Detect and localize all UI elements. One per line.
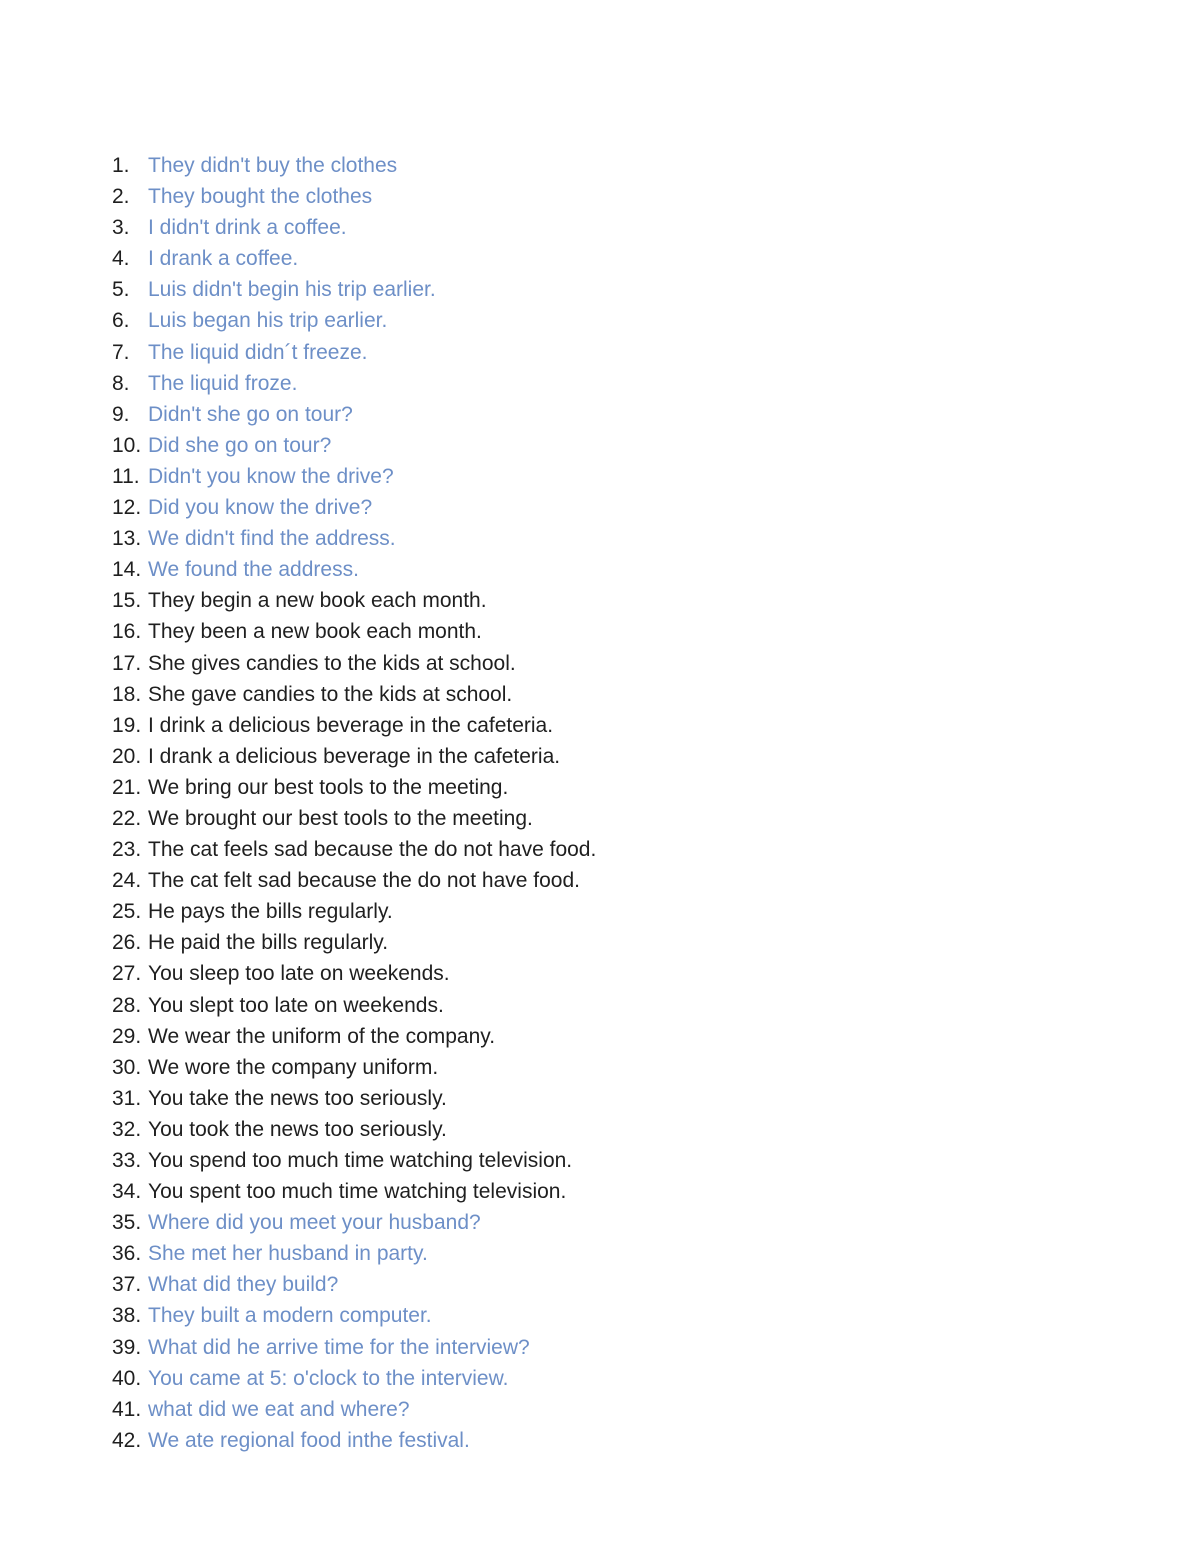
list-item: [112, 927, 596, 958]
item-number: 27.: [112, 962, 142, 986]
list-item: [112, 990, 596, 1021]
list-item: [112, 1114, 596, 1145]
item-sentence: They been a new book each month.: [148, 620, 482, 644]
item-sentence: We wear the uniform of the company.: [148, 1024, 496, 1048]
item-sentence: You came at 5: o'clock to the interview.: [148, 1366, 509, 1390]
item-sentence: You took the news too seriously.: [148, 1117, 447, 1141]
list-item: [112, 181, 596, 212]
list-item: [112, 492, 596, 523]
item-sentence: You spend too much time watching television.: [148, 1149, 573, 1172]
item-number: 5.: [112, 278, 130, 302]
item-number: 3.: [112, 216, 130, 240]
list-item: [112, 1083, 596, 1114]
list-item: [112, 1425, 596, 1456]
item-sentence: We brought our best tools to the meeting.: [148, 806, 533, 830]
item-sentence: She met her husband in party.: [148, 1242, 428, 1266]
item-number: 34.: [112, 1180, 142, 1204]
item-sentence: Where did you meet your husband?: [148, 1211, 481, 1235]
list-item: [112, 834, 596, 865]
list-item: [112, 1394, 596, 1425]
item-number: 9.: [112, 402, 130, 426]
item-sentence: You take the news too seriously.: [148, 1086, 447, 1110]
item-number: 23.: [112, 838, 142, 862]
item-sentence: They bought the clothes: [148, 185, 373, 209]
item-number: 19.: [112, 713, 142, 737]
item-number: 40.: [112, 1366, 142, 1390]
item-number: 38.: [112, 1304, 142, 1328]
item-sentence: We bring our best tools to the meeting.: [148, 775, 509, 799]
item-number: 26.: [112, 931, 142, 955]
list-item: [112, 1021, 596, 1052]
item-number: 31.: [112, 1086, 142, 1110]
list-item: [112, 305, 596, 336]
item-number: 8.: [112, 371, 130, 395]
list-item: [112, 585, 596, 616]
sentence-list: [112, 150, 596, 1456]
list-item: [112, 741, 596, 772]
item-sentence: She gave candies to the kids at school.: [148, 682, 513, 706]
item-number: 16.: [112, 620, 142, 644]
item-number: 37.: [112, 1273, 142, 1297]
list-item: [112, 1207, 596, 1238]
item-number: 15.: [112, 589, 142, 613]
item-sentence: We wore the company uniform.: [148, 1055, 439, 1079]
item-number: 14.: [112, 558, 142, 582]
item-number: 12.: [112, 496, 142, 520]
list-item: [112, 1269, 596, 1300]
item-sentence: We didn't find the address.: [148, 527, 396, 551]
item-sentence: They built a modern computer.: [148, 1304, 432, 1328]
item-number: 21.: [112, 775, 142, 799]
item-number: 42.: [112, 1428, 142, 1452]
item-sentence: The liquid didn´t freeze.: [148, 340, 368, 364]
list-item: [112, 616, 596, 647]
item-number: 25.: [112, 900, 142, 924]
item-number: 36.: [112, 1242, 142, 1266]
item-sentence: The liquid froze.: [148, 371, 298, 395]
list-item: [112, 648, 596, 679]
item-sentence: I drank a coffee.: [148, 247, 299, 271]
list-item: [112, 212, 596, 243]
item-number: 10.: [112, 433, 142, 457]
item-number: 17.: [112, 651, 142, 675]
item-number: 6.: [112, 309, 130, 333]
item-sentence: what did we eat and where?: [148, 1397, 410, 1421]
list-item: [112, 1300, 596, 1331]
item-sentence: Luis began his trip earlier.: [148, 309, 388, 333]
item-sentence: He paid the bills regularly.: [148, 931, 389, 955]
list-item: [112, 461, 596, 492]
item-number: 29.: [112, 1024, 142, 1048]
item-number: 28.: [112, 993, 142, 1017]
list-item: [112, 430, 596, 461]
list-item: [112, 150, 596, 181]
item-number: 11.: [112, 464, 140, 488]
item-number: 1.: [112, 154, 130, 177]
list-item: [112, 523, 596, 554]
item-sentence: You spent too much time watching television.: [148, 1180, 567, 1204]
list-item: [112, 1145, 596, 1176]
item-sentence: Didn't you know the drive?: [148, 464, 394, 488]
item-number: 30.: [112, 1055, 142, 1079]
item-sentence: He pays the bills regularly.: [148, 900, 393, 924]
item-sentence: What did he arrive time for the interview?: [148, 1335, 530, 1359]
item-sentence: Did she go on tour?: [148, 433, 332, 457]
item-sentence: She gives candies to the kids at school.: [148, 651, 516, 675]
item-sentence: The cat felt sad because the do not have food.: [148, 869, 580, 893]
item-number: 7.: [112, 340, 130, 364]
item-sentence: I didn't drink a coffee.: [148, 216, 347, 240]
list-item: [112, 1052, 596, 1083]
item-sentence: What did they build?: [148, 1273, 339, 1297]
list-item: [112, 1176, 596, 1207]
item-number: 20.: [112, 744, 142, 768]
list-item: [112, 554, 596, 585]
list-item: [112, 368, 596, 399]
item-number: 32.: [112, 1117, 142, 1141]
list-item: [112, 1332, 596, 1363]
list-item: [112, 274, 596, 305]
item-number: 22.: [112, 806, 142, 830]
list-item: [112, 1363, 596, 1394]
list-item: [112, 865, 596, 896]
item-number: 35.: [112, 1211, 142, 1235]
item-number: 4.: [112, 247, 130, 271]
list-item: [112, 896, 596, 927]
item-number: 33.: [112, 1149, 142, 1172]
list-item: [112, 679, 596, 710]
item-number: 13.: [112, 527, 142, 551]
item-sentence: Luis didn't begin his trip earlier.: [148, 278, 436, 302]
list-item: [112, 337, 596, 368]
item-sentence: I drank a delicious beverage in the cafeteria.: [148, 744, 561, 768]
item-number: 39.: [112, 1335, 142, 1359]
list-item: [112, 243, 596, 274]
list-item: [112, 710, 596, 741]
item-sentence: The cat feels sad because the do not have food.: [148, 838, 597, 862]
item-sentence: They begin a new book each month.: [148, 589, 487, 613]
item-sentence: You sleep too late on weekends.: [148, 962, 450, 986]
item-sentence: Didn't she go on tour?: [148, 402, 353, 426]
item-sentence: You slept too late on weekends.: [148, 993, 444, 1017]
list-item: [112, 1238, 596, 1269]
item-number: 18.: [112, 682, 142, 706]
item-sentence: We ate regional food inthe festival.: [148, 1428, 470, 1452]
list-item: [112, 772, 596, 803]
list-item: [112, 958, 596, 989]
item-number: 24.: [112, 869, 142, 893]
item-sentence: We found the address.: [148, 558, 359, 582]
item-sentence: I drink a delicious beverage in the cafeteria.: [148, 713, 554, 737]
item-number: 41.: [112, 1397, 142, 1421]
item-sentence: They didn't buy the clothes: [148, 154, 398, 177]
item-sentence: Did you know the drive?: [148, 496, 373, 520]
list-item: [112, 399, 596, 430]
list-item: [112, 803, 596, 834]
item-number: 2.: [112, 185, 130, 209]
